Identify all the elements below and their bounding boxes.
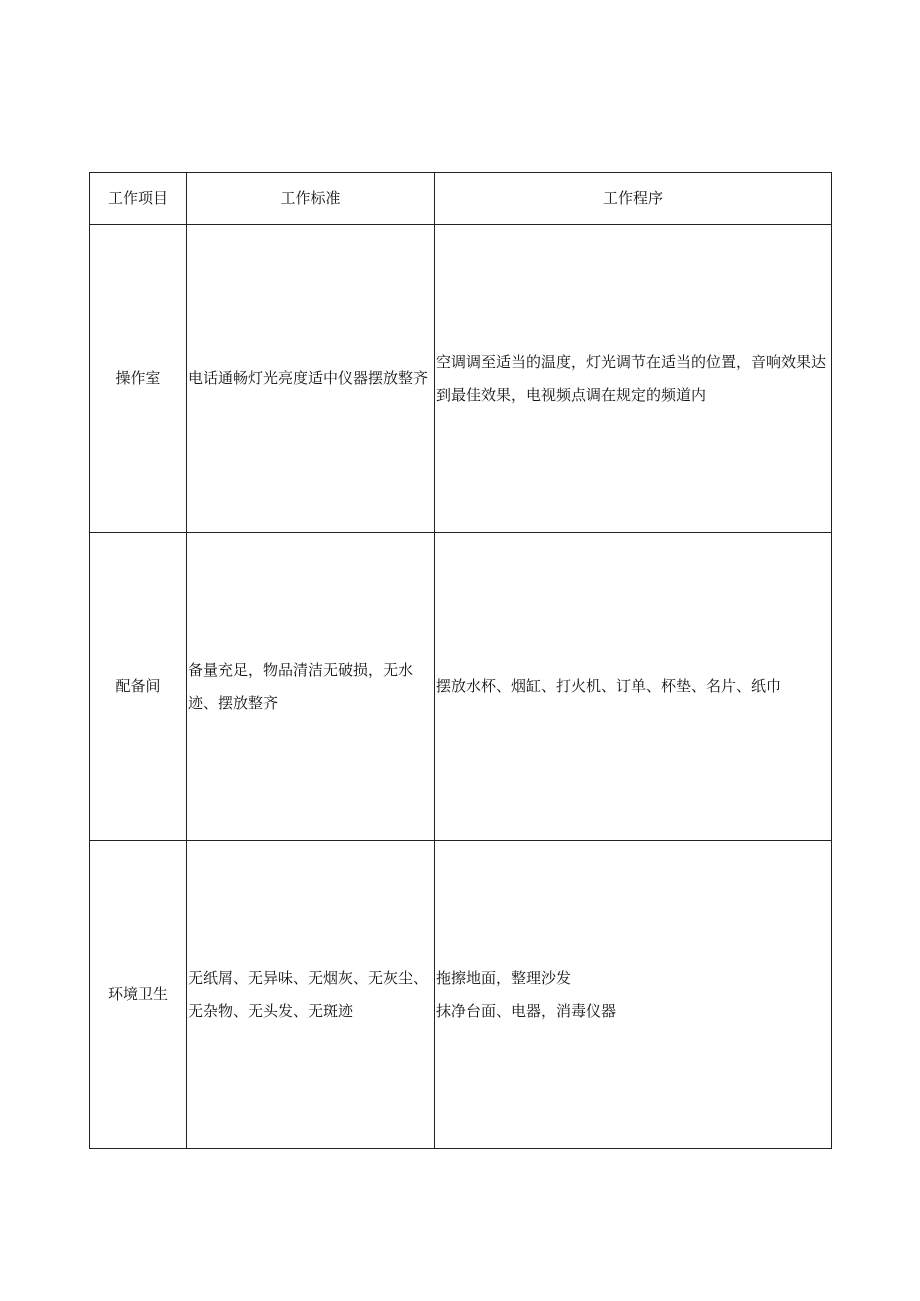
table-row <box>90 841 832 1149</box>
row-standard-cell <box>187 841 435 1149</box>
row-procedure-line: 摆放水杯、烟缸、打火机、订单、杯垫、名片、纸巾 <box>436 677 782 695</box>
header-work-standard: 工作标准 <box>187 173 435 225</box>
row-procedure-cell <box>435 225 832 533</box>
table-header-row <box>90 173 832 225</box>
table-row <box>90 225 832 533</box>
header-work-item: 工作项目 <box>90 173 187 225</box>
row-procedure-cell-content <box>435 962 831 1028</box>
row-standard-cell <box>187 225 435 533</box>
row-procedure-cell <box>435 533 832 841</box>
row-item-cell: 环境卫生 <box>90 841 187 1149</box>
row-procedure-line: 抹净台面、电器，消毒仪器 <box>436 1001 617 1020</box>
row-standard-cell <box>187 533 435 841</box>
row-standard-text: 电话通畅灯光亮度适中仪器摆放整齐 <box>188 369 429 387</box>
header-work-procedure: 工作程序 <box>435 173 832 225</box>
row-procedure-line: 空调调至适当的温度，灯光调节在适当的位置，音响效果达到最佳效果，电视频点调在规定的频道内 <box>436 352 827 404</box>
row-item-cell: 操作室 <box>90 225 187 533</box>
table-row <box>90 533 832 841</box>
row-procedure-line: 拖擦地面，整理沙发 <box>436 968 572 987</box>
row-standard-text: 无纸屑、无异味、无烟灰、无灰尘、无杂物、无头发、无斑迹 <box>188 968 429 1020</box>
work-standards-table <box>89 172 832 1149</box>
row-standard-text: 备量充足，物品清洁无破损，无水迹、摆放整齐 <box>188 660 414 712</box>
row-procedure-cell <box>435 841 832 1149</box>
row-item-cell: 配备间 <box>90 533 187 841</box>
